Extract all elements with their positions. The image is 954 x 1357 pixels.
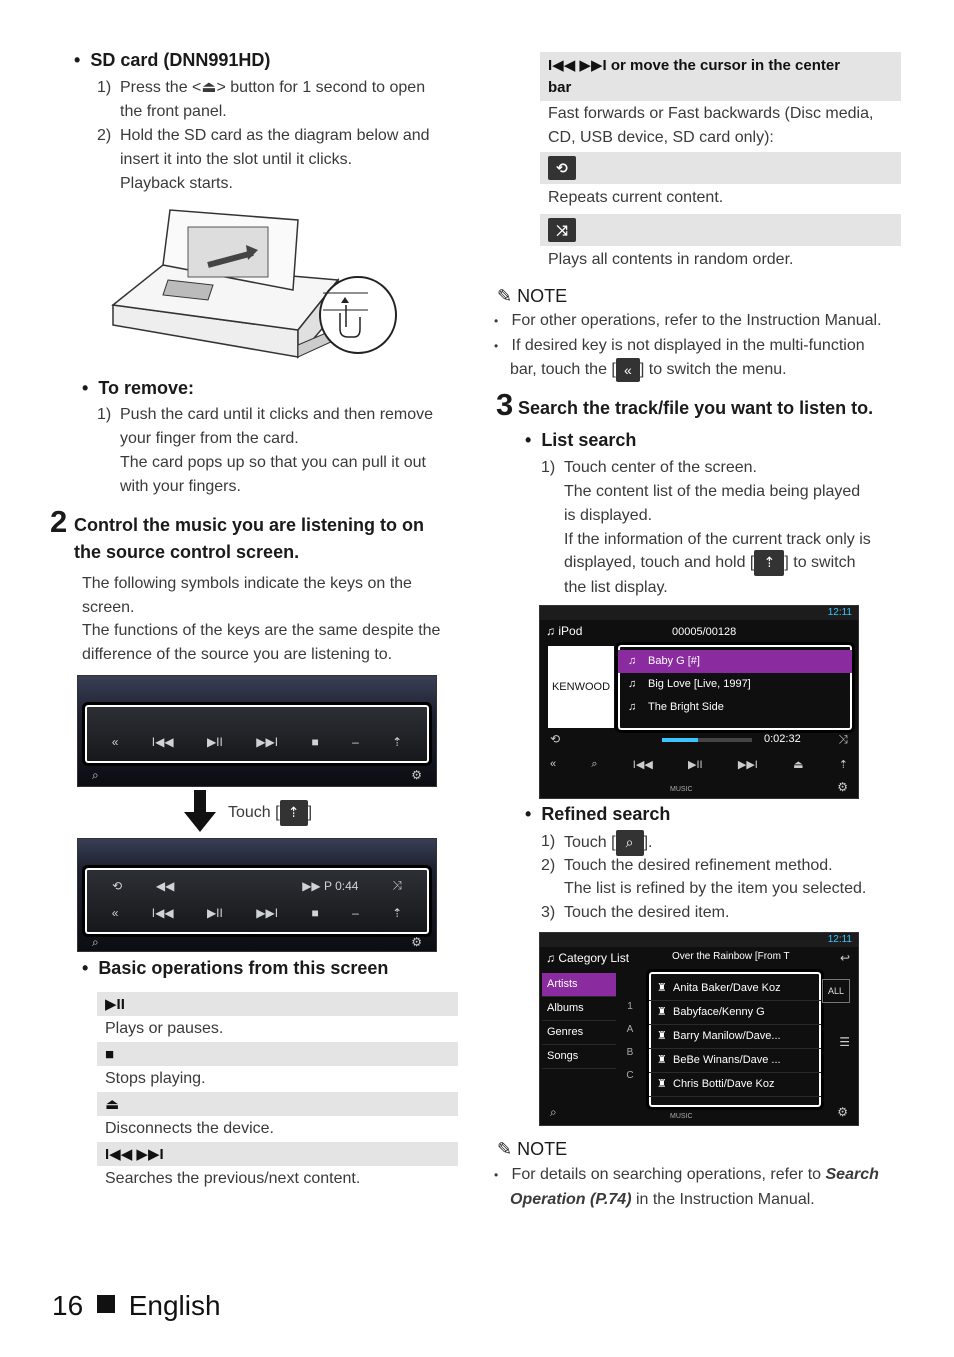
album-art-logo: KENWOOD <box>548 646 614 728</box>
up-arrow-icon[interactable]: ⇡ <box>392 735 403 749</box>
ipod-list-screen <box>539 605 859 799</box>
key-play-pause-desc: Plays or pauses. <box>105 1020 224 1037</box>
track-item[interactable]: ♫ The Bright Side <box>618 696 852 719</box>
play-pause-icon-2[interactable]: ▶II <box>206 906 223 920</box>
play-pause-icon[interactable]: ▶II <box>688 759 703 771</box>
rewind-icon[interactable]: ◀◀ <box>155 878 175 893</box>
sd-card-heading: • SD card (DNN991HD) <box>74 50 271 70</box>
music-note-icon: ♫ <box>628 701 637 713</box>
note-2-heading: ✎ NOTE <box>497 1139 568 1159</box>
artist-icon: ♜ <box>657 1006 667 1018</box>
next-icon[interactable]: ▶▶I <box>737 759 758 771</box>
language-label: English <box>128 1290 221 1321</box>
music-note-icon: ♫ <box>628 655 637 667</box>
clock: 12:11 <box>827 607 852 618</box>
menu-switch-key-icon: « <box>616 358 640 382</box>
source-label: ♫ iPod <box>546 624 583 638</box>
category-albums[interactable]: Albums <box>542 997 616 1021</box>
up-arrow-icon-2[interactable]: ⇡ <box>392 906 403 920</box>
key-random-desc: Plays all contents in random order. <box>548 251 794 268</box>
basic-operations-table <box>97 992 458 1192</box>
remove-steps: 1) Push the card until it clicks and then remove your finger from the card. The card pops up so that you can pull it out with your fingers. <box>97 406 434 495</box>
track-item[interactable]: ♫ Big Love [Live, 1997] <box>618 673 852 696</box>
step-2-intro: The following symbols indicate the keys on the screen. The functions of the keys are the same despite the difference of the source you are listening to. <box>82 575 441 663</box>
key-ff-fb: I◀◀ ▶▶I or move the cursor in the center bar <box>540 52 901 101</box>
key-repeat-desc: Repeats current content. <box>548 189 724 206</box>
list-item[interactable]: ♜ BeBe Winans/Dave ... <box>649 1049 821 1073</box>
playtime-readout: ▶▶ P 0:44 <box>302 878 359 893</box>
key-stop-desc: Stops playing. <box>105 1070 206 1087</box>
repeat-key-icon: ⟲ <box>548 156 576 180</box>
gear-icon[interactable]: ⚙ <box>837 1105 848 1119</box>
menu-switch-icon[interactable]: « <box>111 735 119 749</box>
list-switch-key-icon: ⇡ <box>754 550 784 576</box>
list-item[interactable]: ♜ Babyface/Kenny G <box>649 1001 821 1025</box>
key-random <box>540 214 901 246</box>
stop-icon[interactable]: ■ <box>311 735 319 749</box>
random-icon[interactable]: ⤨ <box>838 732 848 746</box>
gear-icon[interactable]: ⚙ <box>837 780 848 794</box>
next-icon-2[interactable]: ▶▶I <box>256 906 279 920</box>
prev-icon[interactable]: I◀◀ <box>632 759 653 771</box>
progress-track[interactable] <box>662 738 752 742</box>
category-songs[interactable]: Songs <box>542 1045 616 1069</box>
refined-search-steps: 1) Touch [ ⌕ ]. 2) Touch the desired refinement method. The list is refined by the item you selected. 3) Touch the desired item. <box>541 830 906 925</box>
elapsed-time: 0:02:32 <box>764 733 801 745</box>
key-ff-fb-desc: Fast forwards or Fast backwards (Disc media, CD, USB device, SD card only): <box>548 105 874 146</box>
note-2-text: • For details on searching operations, refer to Search Operation (P.74) in the Instruction Manual. <box>494 1166 879 1208</box>
key-eject: ⏏ <box>97 1092 458 1116</box>
sd-steps: 1) Press the <⏏> button for 1 second to open the front panel. 2) Hold the SD card as the diagram below and insert it into the slot until it clicks. Playback starts. <box>97 79 430 192</box>
blank-icon: – <box>352 735 359 749</box>
artist-icon: ♜ <box>657 1078 667 1090</box>
touch-label: Touch [ ⇡ ] <box>228 800 312 826</box>
artist-icon: ♜ <box>657 1054 667 1066</box>
sd-insert-illustration <box>108 205 403 365</box>
music-label: MUSIC <box>670 786 693 793</box>
page-number: 16 <box>52 1290 84 1321</box>
search-icon[interactable]: ⌕ <box>591 758 598 770</box>
control-bar[interactable] <box>82 702 432 766</box>
key-eject-desc: Disconnects the device. <box>105 1120 274 1137</box>
list-search-steps: 1) Touch center of the screen. The content list of the media being played is displayed. If the information of the current track only is displayed, touch and hold [ ⇡ ] to switch the list display. <box>541 459 871 596</box>
pencil-icon: ✎ <box>497 286 513 306</box>
gear-icon[interactable]: ⚙ <box>411 768 422 782</box>
page-footer <box>52 1290 221 1322</box>
play-pause-icon[interactable]: ▶II <box>206 735 223 749</box>
search-icon[interactable]: ⌕ <box>92 768 99 782</box>
track-list[interactable] <box>615 642 855 733</box>
pencil-icon: ✎ <box>497 1139 513 1159</box>
category-genres[interactable]: Genres <box>542 1021 616 1045</box>
repeat-icon[interactable]: ⟲ <box>111 878 123 893</box>
remove-heading: • To remove: <box>82 378 194 398</box>
control-screen-2 <box>77 838 437 952</box>
now-playing: Over the Rainbow [From T <box>672 951 790 962</box>
music-note-icon: ♫ <box>628 678 637 690</box>
square-icon <box>97 1295 115 1313</box>
control-screen-1 <box>77 675 437 787</box>
menu-switch-icon[interactable]: « <box>550 758 557 770</box>
queue-icon[interactable]: ☰ <box>839 1035 850 1049</box>
prev-icon[interactable]: I◀◀ <box>151 735 174 749</box>
repeat-icon[interactable]: ⟲ <box>550 732 561 746</box>
prev-icon-2[interactable]: I◀◀ <box>151 906 174 920</box>
blank-icon-2: – <box>352 906 359 920</box>
stop-icon-2[interactable]: ■ <box>311 906 319 920</box>
random-key-icon: ⤨ <box>548 218 576 242</box>
category-artists[interactable]: Artists <box>542 973 616 997</box>
random-icon[interactable]: ⤨ <box>392 878 402 892</box>
category-list-screen <box>539 932 859 1126</box>
track-item-selected[interactable]: ♫ Baby G [#] <box>618 650 852 673</box>
music-label: MUSIC <box>670 1113 693 1120</box>
search-icon-2[interactable]: ⌕ <box>92 935 99 949</box>
clock: 12:11 <box>827 934 852 945</box>
key-prev-next-desc: Searches the previous/next content. <box>105 1170 361 1187</box>
step-3-title: Search the track/file you want to listen to. <box>518 398 874 418</box>
key-table-continued <box>540 52 901 274</box>
expanded-control-bar[interactable] <box>82 865 432 937</box>
control-row <box>550 758 848 771</box>
list-switch-icon: ⇡ <box>280 800 308 826</box>
alpha-index[interactable]: 1 A B C <box>626 1001 634 1081</box>
artist-list[interactable] <box>646 969 824 1110</box>
artist-icon: ♜ <box>657 982 667 994</box>
refined-search-heading: • Refined search <box>525 804 671 824</box>
up-arrow-icon[interactable]: ⇡ <box>838 759 848 771</box>
artist-icon: ♜ <box>657 1030 667 1042</box>
list-item[interactable]: ♜ Anita Baker/Dave Koz <box>649 977 821 1001</box>
key-play-pause: ▶II <box>97 992 458 1016</box>
list-item[interactable]: ♜ Barry Manilow/Dave... <box>649 1025 821 1049</box>
step-3-number: 3 <box>496 387 514 422</box>
key-stop: ■ <box>97 1042 458 1066</box>
key-repeat <box>540 152 901 184</box>
list-item[interactable]: ♜ Chris Botti/Dave Koz <box>649 1073 821 1097</box>
down-arrow-icon <box>184 790 216 834</box>
step-2-title: Control the music you are listening to on the source control screen. <box>74 515 425 562</box>
key-prev-next: I◀◀ ▶▶I <box>97 1142 458 1166</box>
note-1-heading: ✎ NOTE <box>497 286 568 306</box>
track-counter: 00005/00128 <box>672 626 737 638</box>
eject-icon[interactable]: ⏏ <box>793 759 804 771</box>
category-list-title: ♫ Category List <box>546 951 630 965</box>
note-1-list: • For other operations, refer to the Instruction Manual. • If desired key is not displayed in the multi-function bar, touch the [ « ] to switch the menu. <box>494 309 906 382</box>
category-tabs <box>542 973 616 1069</box>
menu-switch-icon-2[interactable]: « <box>111 906 119 920</box>
all-button[interactable]: ALL <box>822 979 850 1003</box>
search-key-icon: ⌕ <box>616 830 644 856</box>
list-search-heading: • List search <box>525 430 637 450</box>
search-icon[interactable]: ⌕ <box>550 1105 557 1119</box>
step-2-number: 2 <box>50 504 68 539</box>
gear-icon-2[interactable]: ⚙ <box>411 935 422 949</box>
basic-operations-heading: • Basic operations from this screen <box>82 958 389 978</box>
back-icon[interactable]: ↩ <box>839 951 850 965</box>
next-icon[interactable]: ▶▶I <box>256 735 279 749</box>
